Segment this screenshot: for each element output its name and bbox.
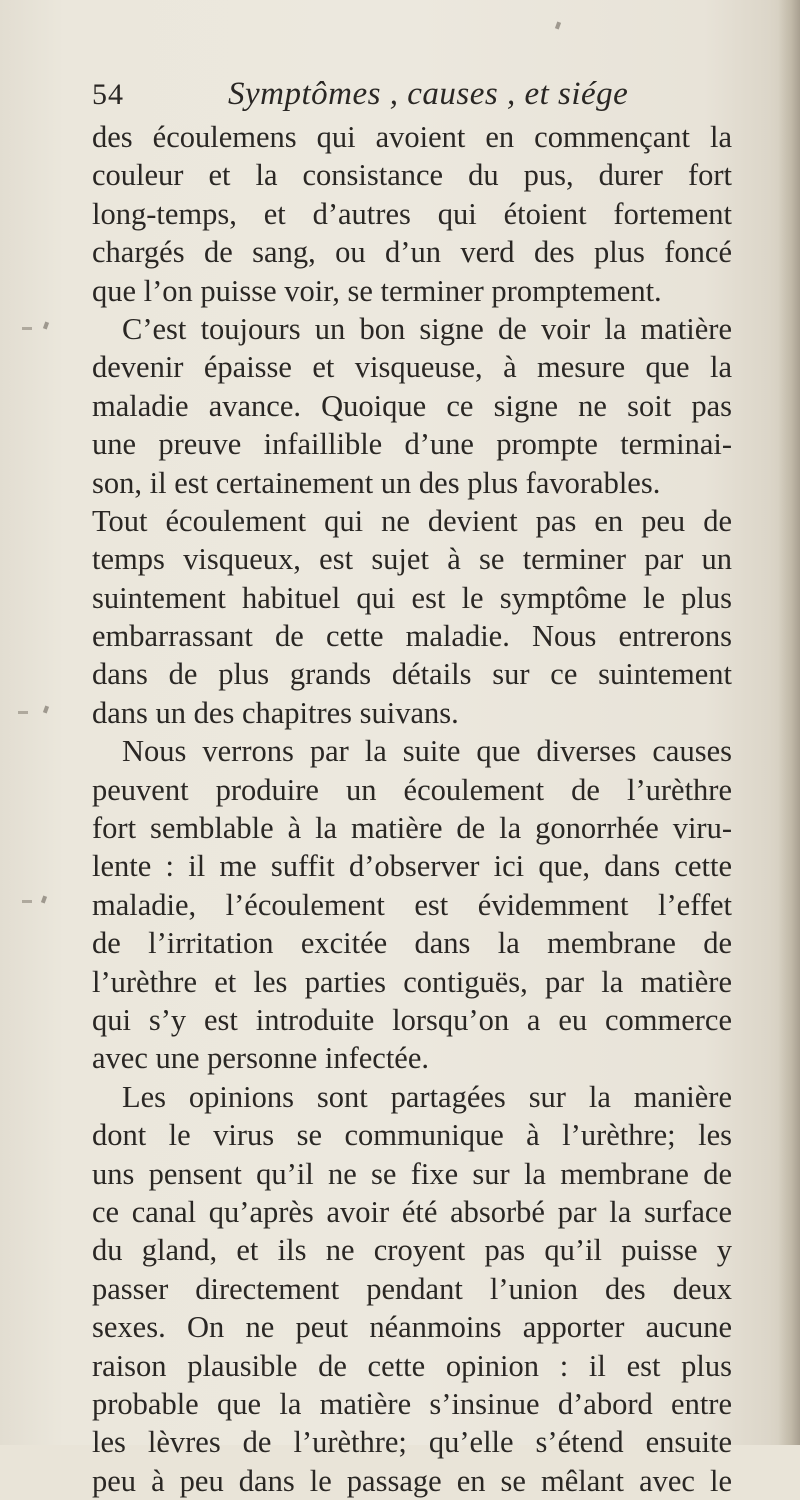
text-line: fort semblable à la matière de la gonorrhée viru-: [92, 811, 732, 846]
margin-mark: [41, 896, 47, 904]
margin-mark: [43, 706, 49, 714]
text-line: du gland, et ils ne croyent pas qu’il puisse y: [92, 1233, 732, 1268]
page-edge-shadow: [778, 0, 800, 1445]
margin-mark: [18, 711, 28, 714]
text-line: que l’on puisse voir, se terminer promptement.: [92, 273, 662, 308]
text-line: maladie, l’écoulement est évidemment l’effet: [92, 887, 732, 922]
margin-mark: [22, 327, 32, 330]
text-line: les lèvres de l’urèthre; qu’elle s’étend ensuite: [92, 1425, 732, 1460]
text-line: chargés de sang, ou d’un verd des plus foncé: [92, 235, 732, 270]
running-head: Symptômes , causes , et siége: [228, 76, 629, 112]
text-line: qui s’y est introduite lorsqu’on a eu commerce: [92, 1002, 732, 1037]
text-line: embarrassant de cette maladie. Nous entrerons: [92, 619, 732, 654]
page-header: [92, 70, 732, 118]
text-line: probable que la matière s’insinue d’abord entre: [92, 1386, 732, 1421]
text-line: dont le virus se communique à l’urèthre; les: [92, 1118, 732, 1153]
text-line: une preuve infaillible d’une prompte terminai-: [92, 427, 732, 462]
text-line: ce canal qu’après avoir été absorbé par la surface: [92, 1194, 732, 1229]
margin-mark: [22, 900, 32, 903]
text-line: lente : il me suffit d’observer ici que, dans cette: [92, 849, 732, 884]
text-line: dans un des chapitres suivans.: [92, 695, 459, 730]
page-number: 54: [92, 78, 124, 111]
text-line: temps visqueux, est sujet à se terminer par un: [92, 542, 732, 577]
margin-mark: [43, 322, 49, 330]
text-line: peu à peu dans le passage en se mêlant avec le: [92, 1463, 732, 1498]
text-line: suintement habituel qui est le symptôme le plus: [92, 580, 732, 615]
text-line: maladie avance. Quoique ce signe ne soit pas: [92, 388, 732, 423]
text-line: peuvent produire un écoulement de l’urèthre: [92, 772, 732, 807]
text-line: son, il est certainement un des plus favorables.: [92, 465, 661, 500]
body-text: [92, 118, 732, 1500]
text-line: Les opinions sont partagées sur la manière: [122, 1079, 732, 1114]
text-line: C’est toujours un bon signe de voir la matière: [122, 311, 732, 346]
text-line: sexes. On ne peut néanmoins apporter aucune: [92, 1310, 732, 1345]
text-line: des écoulemens qui avoient en commençant la: [92, 120, 732, 154]
text-line: raison plausible de cette opinion : il est plus: [92, 1348, 732, 1383]
text-line: Nous verrons par la suite que diverses causes: [122, 734, 732, 769]
text-line: Tout écoulement qui ne devient pas en peu de: [92, 503, 732, 538]
text-line: de l’irritation excitée dans la membrane de: [92, 926, 732, 961]
text-line: couleur et la consistance du pus, durer fort: [92, 158, 732, 193]
text-line: avec une personne infectée.: [92, 1041, 430, 1076]
text-line: long-temps, et d’autres qui étoient fortement: [92, 196, 732, 231]
text-line: devenir épaisse et visqueuse, à mesure que la: [92, 350, 732, 385]
text-line: dans de plus grands détails sur ce suintement: [92, 657, 732, 692]
text-line: uns pensent qu’il ne se fixe sur la membrane de: [92, 1156, 732, 1191]
text-line: passer directement pendant l’union des deux: [92, 1271, 732, 1306]
margin-mark: [555, 22, 561, 30]
text-line: l’urèthre et les parties contiguës, par la matière: [92, 964, 732, 999]
